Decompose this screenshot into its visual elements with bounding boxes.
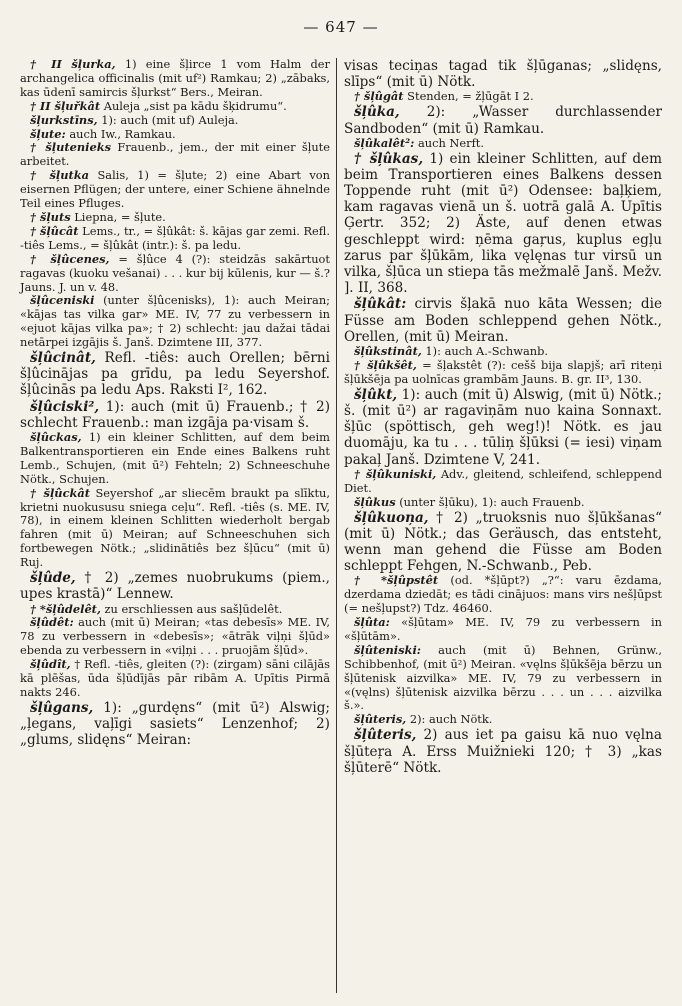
entry-text: auch (mit ū) Meiran; «tas debesīs» ME. IV, 78 zu verbessern in «debesīs»; «ātrāk viļņi šļūd» ebenda zu verbessern in «viļņi . . . pruojām šļūd».: [20, 615, 330, 658]
entry-text: † 2) „zemes nuobrukums (piem., upes krastā)“ Lennew.: [20, 570, 330, 603]
entry-text: cirvis šļakā nuo kāta Wessen; die Füsse am Boden schleppend gehen Nötk., Orellen, (mit ū) Meiran.: [344, 296, 662, 345]
dictionary-entry: [20, 658, 330, 700]
entry-text: 1) eine šļirce 1 vom Halm der archangelica officinalis (mit uf²) Ramkau; 2) „zābaks, kas ūdenī samircis šļurkst“ Bers., Meiran.: [20, 57, 330, 99]
entry-text: Salis, 1) = šļute; 2) eine Abart von eisernen Pflügen; der untere, einer Schiene ähnelnde Teil eines Pfluges.: [20, 168, 331, 211]
entry-text: (unter šļūku), 1): auch Frauenb.: [395, 494, 585, 509]
entry-text: auch Iw., Ramkau.: [65, 126, 176, 141]
entry-headword: † *šļûpstêt: [354, 573, 439, 588]
entry-headword: † šļûkas,: [354, 150, 424, 167]
entry-text: Refl. -tiês: auch Orellen; bērni šļûcinājas pa grīdu, pa ledu Seyershof. šļûcinās pa ledu Aps. Raksti I², 162.: [20, 350, 330, 399]
entry-text: † Refl. -tiês, gleiten (?): (zirgam) sāni cilājās kā plēšas, ūda šļūdījās pār ribām A. Upītis Pirmā nakts 246.: [20, 657, 330, 699]
entry-headword: † šļutenieks: [30, 140, 112, 155]
entry-text: visas teciņas tagad tik šļūganas; „slidęns, slīps“ (mit ū) Nötk.: [344, 58, 662, 91]
entry-text: 1): auch A.-Schwanb.: [421, 344, 549, 359]
entry-text: zu erschliessen aus sašļūdelêt.: [100, 601, 283, 616]
dictionary-entry: [344, 387, 662, 468]
entry-text: auch Nerft.: [414, 135, 484, 150]
dictionary-entry: [20, 211, 330, 225]
entry-text: Auleja „sist pa kādu šķidrumu“.: [100, 98, 287, 113]
entry-headword: šļûkt,: [354, 386, 398, 403]
entry-text: Seyershof „ar sliecēm braukt pa slīktu, krietni nuokususu sniega ceļu“. Refl. -tiês (s. ME. IV, 78), in einem kleinen Schlitten wiederholt bergab fahren (mit ū) Meiran; auf Schneeschuhen sich fortbewegen Nötk.; „slidinātiês bez šļūcu“ (mit ū) Ruj.: [20, 485, 330, 570]
entry-headword: † šļûcât: [30, 223, 79, 238]
dictionary-entry: [20, 570, 330, 602]
dictionary-entry: [344, 296, 662, 345]
entry-text: Lems., tr., = šļûkât: š. kājas gar zemi. Refl. -tiês Lems., = šļûkât (intr.): š. pa ledu.: [20, 223, 330, 252]
entry-text: auch (mit ū) Behnen, Grünw., Schibbenhof, (mit ū²) Meiran. «vęlns šļūkšēja bērzu un šļūtenisk aizvilka» ME. IV, 79 zu verbessern in «(vęlns) šļūtenisk aizvilka bērzu . . . un . . . aizvilka š.».: [344, 642, 662, 713]
dictionary-entry: [20, 616, 330, 658]
entry-headword: šļûta:: [354, 615, 390, 630]
dictionary-entry: [344, 137, 662, 151]
entry-text: 2): auch Nötk.: [406, 712, 493, 727]
entry-text: = šļakstêt (?): cešš bija slapjš; arī riteņi šļūkšēja pa uolnīcas grambām Jauns. B. gr. II³, 130.: [344, 357, 662, 386]
dictionary-entry: [344, 359, 662, 387]
dictionary-entry: [344, 510, 662, 575]
dictionary-entry: [20, 294, 330, 350]
dictionary-entry: [344, 496, 662, 510]
entry-headword: šļûckas,: [30, 430, 82, 445]
entry-headword: šļûka,: [354, 104, 400, 121]
entry-text: Frauenb., jem., der mit einer šļute arbeitet.: [20, 140, 330, 169]
dictionary-entry: [344, 713, 662, 727]
entry-headword: † šļûcenes,: [30, 251, 110, 266]
entry-headword: šļûgans,: [30, 699, 94, 716]
dictionary-entry: [20, 350, 330, 399]
entry-headword: šļûkalêt²:: [354, 135, 415, 150]
dictionary-entry: [344, 151, 662, 297]
column-divider: [336, 58, 337, 993]
dictionary-entry: [20, 58, 330, 100]
dictionary-entry: [20, 253, 330, 295]
entry-text: 1) ein kleiner Schlitten, auf dem beim Balkentransportieren ein Ende eines Balkens ruht Lemb., Schujen, (mit ū²) Fehteln; 2) Schneeschuhe Nötk., Schujen.: [20, 430, 330, 486]
entry-headword: † šļûgât: [354, 89, 404, 104]
entry-text: (od. *šļūpt?) „?“: varu ēzdama, dzerdama dziedāt; es tādi cinājuos: mans virs nešļūpst (= nešļupst?) Tdz. 46460.: [344, 573, 662, 616]
dictionary-entry: [20, 700, 330, 749]
dictionary-entry: [20, 100, 330, 114]
entry-headword: † šļûkuniski,: [354, 466, 437, 481]
entry-headword: šļûteris,: [354, 712, 407, 727]
entry-text: 1): auch (mit uf) Auleja.: [97, 112, 239, 127]
entry-headword: šļûkât:: [354, 296, 407, 313]
dictionary-entry: [20, 603, 330, 617]
entry-headword: šļute:: [30, 126, 66, 141]
dictionary-entry: [20, 399, 330, 431]
entry-text: 1) ein kleiner Schlitten, auf dem beim Transportieren eines Balkens dessen Toppende ruht (mit ū²) Odensee: baļķiem, kam ragavas vienā un š. uotrā galā A. Upītis Ģertr. 352; 2) Äste, auf denen etwas geschleppt wird: ņēma gaŗus, kuplus egļu zarus par šļūkām, lika vęlęnas tur virsū un vilka, šļūca un stiepa tās mežmalē Janš. Mežv. ]. II, 368.: [344, 150, 662, 297]
entry-text: 1): auch (mit ū) Frauenb.; † 2) schlecht Frauenb.: man izgāja pa·visam š.: [20, 398, 330, 431]
entry-text: † 2) „truoksnis nuo šļūkšanas“ (mit ū) Nötk.; das Geräusch, das entsteht, wenn man gehend die Füsse am Boden schleppt Fehgen, N.-Schwanb., Peb.: [344, 509, 662, 575]
dictionary-entry: [344, 574, 662, 616]
entry-headword: † šļûkšêt,: [354, 357, 417, 372]
dictionary-entry: [20, 169, 330, 211]
entry-headword: † šļuts: [30, 209, 71, 224]
dictionary-entry: [20, 114, 330, 128]
dictionary-entry: [20, 141, 330, 169]
dictionary-entry: [344, 468, 662, 496]
entry-text: «šļūtam» ME. IV, 79 zu verbessern in «šļūtām».: [344, 615, 662, 643]
entry-headword: šļurkstīns,: [30, 112, 98, 127]
entry-text: Stenden, = žļūgāt I 2.: [403, 89, 534, 104]
entry-headword: † II šļuřkât: [30, 98, 101, 113]
dictionary-entry: [344, 90, 662, 104]
entry-headword: šļûcinât,: [30, 350, 96, 367]
right-column: [344, 58, 662, 776]
dictionary-entry: [20, 487, 330, 570]
entry-headword: šļûteris,: [354, 727, 417, 744]
dictionary-entry: [20, 431, 330, 487]
dictionary-entry: [344, 345, 662, 359]
entry-headword: šļûteniski:: [354, 642, 421, 657]
entry-headword: šļûkuoņa,: [354, 509, 429, 526]
entry-text: 2): „Wasser durchlassender Sandboden“ (mit ū) Ramkau.: [344, 104, 662, 137]
entry-headword: šļûde,: [30, 570, 76, 587]
dictionary-entry: [344, 727, 662, 776]
entry-headword: šļûciski²,: [30, 398, 100, 415]
entry-headword: † šļutka: [30, 168, 90, 183]
entry-text: (unter šļûcenisks), 1): auch Meiran; «kājas tas vilka gar» ME. IV, 77 zu verbessern in «ejuot kājas vilka pa»; † 2) schlecht: jau dažai tādai netārpei izgājis š. Janš. Dzimtene III, 377.: [20, 293, 330, 350]
entry-text: 1): auch (mit ū) Alswig, (mit ū) Nötk.; š. (mit ū²) ar ragaviņām nuo kaina Sonnaxt. šļūc (spöttisch, geh weg!)! Nötk. es jau duomāju, ka tu . . . tūliņ šļūksi (= iesi) viņam pakaļ Janš. Dzimtene V, 241.: [344, 386, 662, 468]
dictionary-entry: [20, 225, 330, 253]
entry-headword: šļûdêt:: [30, 615, 74, 630]
entry-headword: šļûceniski: [30, 293, 95, 308]
left-column: [20, 58, 330, 748]
dictionary-entry: [344, 104, 662, 136]
dictionary-entry: [344, 58, 662, 90]
entry-headword: † šļûckât: [30, 485, 91, 500]
entry-headword: šļûdît,: [30, 657, 71, 672]
dictionary-entry: [344, 644, 662, 714]
entry-text: Liepna, = šļute.: [70, 209, 166, 224]
entry-headword: † *šļûdelêt,: [30, 601, 101, 616]
entry-text: 1): „gurdęns“ (mit ū²) Alswig; „ļegans, vaļīgi sasiets“ Lenzenhof; 2) „glums, slidęns“ Meiran:: [20, 699, 330, 749]
dictionary-entry: [344, 616, 662, 644]
entry-headword: šļûkus: [354, 494, 396, 509]
dictionary-entry: [20, 128, 330, 142]
entry-text: Adv., gleitend, schleifend, schleppend Diet.: [344, 466, 662, 495]
entry-text: = šļûce 4 (?): steidzās sakārtuot ragavas (kuoku vešanai) . . . kur bij kūlenis, kur — š.? Jauns. J. un v. 48.: [20, 251, 330, 294]
entry-headword: šļûkstinât,: [354, 344, 422, 359]
page-number: — 647 —: [303, 18, 379, 36]
entry-text: 2) aus iet pa gaisu kā nuo vęlna šļūteŗa A. Erss Muižnieki 120; † 3) „kas šļūterē“ Nötk.: [344, 727, 662, 776]
entry-headword: † II šļurka,: [30, 57, 116, 71]
